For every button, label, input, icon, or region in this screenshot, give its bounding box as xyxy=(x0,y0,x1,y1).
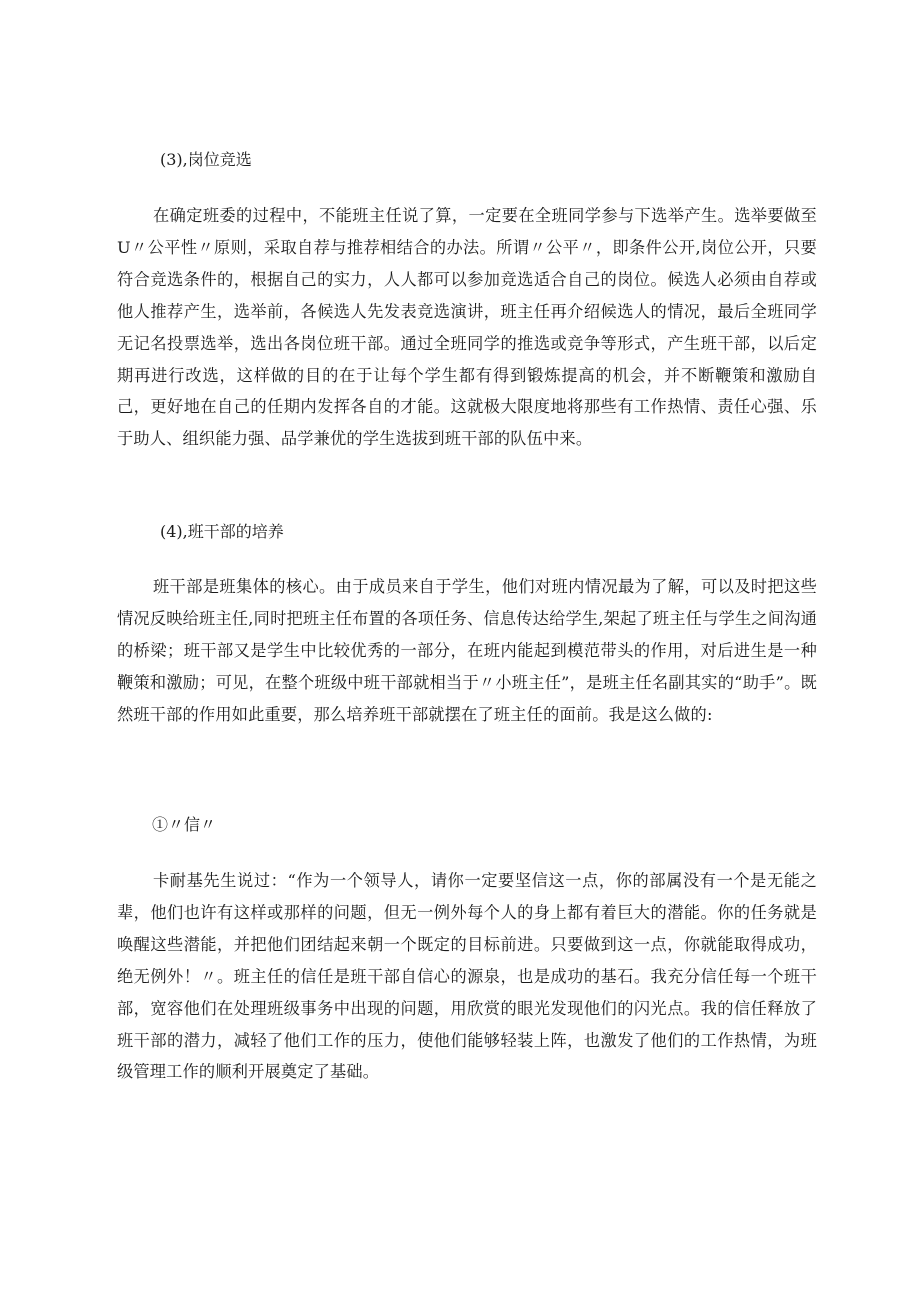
section-heading-election: (3),岗位竞选 xyxy=(160,150,252,169)
paragraph-election: 在确定班委的过程中，不能班主任说了算，一定要在全班同学参与下选举产生。选举要做至U〃公平性〃原则，采取自荐与推荐相结合的办法。所谓〃公平〃，即条件公开,岗位公开，只要符合竞选条件的，根据自己的实力，人人都可以参加竞选适合自己的岗位。候选人必须由自荐或他人推荐产生，选举前，各候选人先发表竞选演讲，班主任再介绍候选人的情况，最后全班同学无记名投票选举，选出各岗位班干部。通过全班同学的推选或竞争等形式，产生班干部，以后定期再进行改选，这样做的目的在于让每个学生都有得到锻炼提高的机会，并不断鞭策和激励自己，更好地在自己的任期内发挥各自的才能。这就极大限度地将那些有工作热情、责任心强、乐于助人、组织能力强、品学兼优的学生选拔到班干部的队伍中来。 xyxy=(117,206,817,449)
paragraph-trust: 卡耐基先生说过：“作为一个领导人，请你一定要坚信这一点，你的部属没有一个是无能之辈，他们也许有这样或那样的问题，但无一例外每个人的身上都有着巨大的潜能。你的任务就是唤醒这些潜能，并把他们团结起来朝一个既定的目标前进。只要做到这一点，你就能取得成功，绝无例外！〃。班主任的信任是班干部自信心的源泉，也是成功的基石。我充分信任每一个班干部，宽容他们在处理班级事务中出现的问题，用欣赏的眼光发现他们的闪光点。我的信任释放了班干部的潜力，减轻了他们工作的压力，使他们能够轻装上阵，也激发了他们的工作热情，为班级管理工作的顺利开展奠定了基础。 xyxy=(117,871,817,1082)
item-heading-trust: ①〃信〃 xyxy=(152,815,217,834)
section-heading-cadre-training: (4),班干部的培养 xyxy=(160,522,284,541)
paragraph-cadre-training: 班干部是班集体的核心。由于成员来自于学生，他们对班内情况最为了解，可以及时把这些情况反映给班主任,同时把班主任布置的各项任务、信息传达给学生,架起了班主任与学生之间沟通的桥梁；班干部又是学生中比较优秀的一部分，在班内能起到模范带头的作用，对后进生是一种鞭策和激励；可见，在整个班级中班干部就相当于〃小班主任”，是班主任名副其实的“助手”。既然班干部的作用如此重要，那么培养班干部就摆在了班主任的面前。我是这么做的: xyxy=(117,577,817,724)
